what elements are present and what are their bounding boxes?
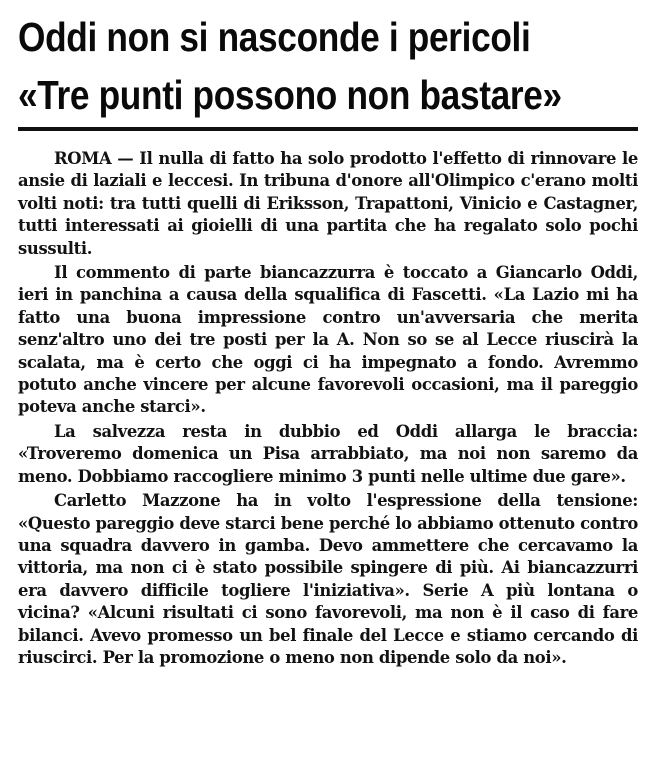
headline-line-1: Oddi non si nasconde i pericoli: [18, 14, 531, 60]
article-body: [18, 148, 638, 671]
paragraph-3: La salvezza resta in dubbio ed Oddi allarga le braccia: «Troveremo domenica un Pisa arrabbiato, ma noi non saremo da meno. Dobbiamo raccogliere minimo 3 punti nelle ultime due gare».: [18, 421, 638, 486]
paragraph-2: Il commento di parte biancazzurra è toccato a Giancarlo Oddi, ieri in panchina a causa della squalifica di Fascetti. «La Lazio mi ha fatto una buona impressione contro un'avversaria che merita senz'altro uno dei tre posti per la A. Non so se al Lecce riuscirà la scalata, ma è certo che oggi ci ha impegnato a fondo. Avremmo potuto anche vincere per alcune favorevoli occasioni, ma il pareggio poteva anche starci».: [18, 263, 638, 417]
headline-rule: [18, 127, 638, 131]
headline-line-2: «Tre punti possono non bastare»: [18, 72, 562, 118]
paragraph-1-text: — Il nulla di fatto ha solo prodotto l'effetto di rinnovare le ansie di laziali e leccesi. In tribuna d'onore all'Olimpico c'erano molti volti noti: tra tutti quelli di Eriksson, Trapattoni, Vinicio e Castagner, tutti interessati ai gioielli di una partita che ha regalato solo pochi sussulti.: [18, 149, 638, 258]
dateline: ROMA: [54, 149, 112, 168]
paragraph-4: Carletto Mazzone ha in volto l'espressione della tensione: «Questo pareggio deve starci bene perché lo abbiamo ottenuto contro una squadra davvero in gamba. Devo ammettere che cercavamo la vittoria, ma non ci è stato possibile spingere di più. Ai biancazzurri era davvero difficile togliere l'iniziativa». Serie A più lontana o vicina? «Alcuni risultati ci sono favorevoli, ma non è il caso di fare bilanci. Avevo promesso un bel finale del Lecce e stiamo cercando di riuscirci. Per la promozione o meno non dipende solo da noi».: [18, 491, 638, 667]
paragraph-1: [18, 148, 638, 260]
